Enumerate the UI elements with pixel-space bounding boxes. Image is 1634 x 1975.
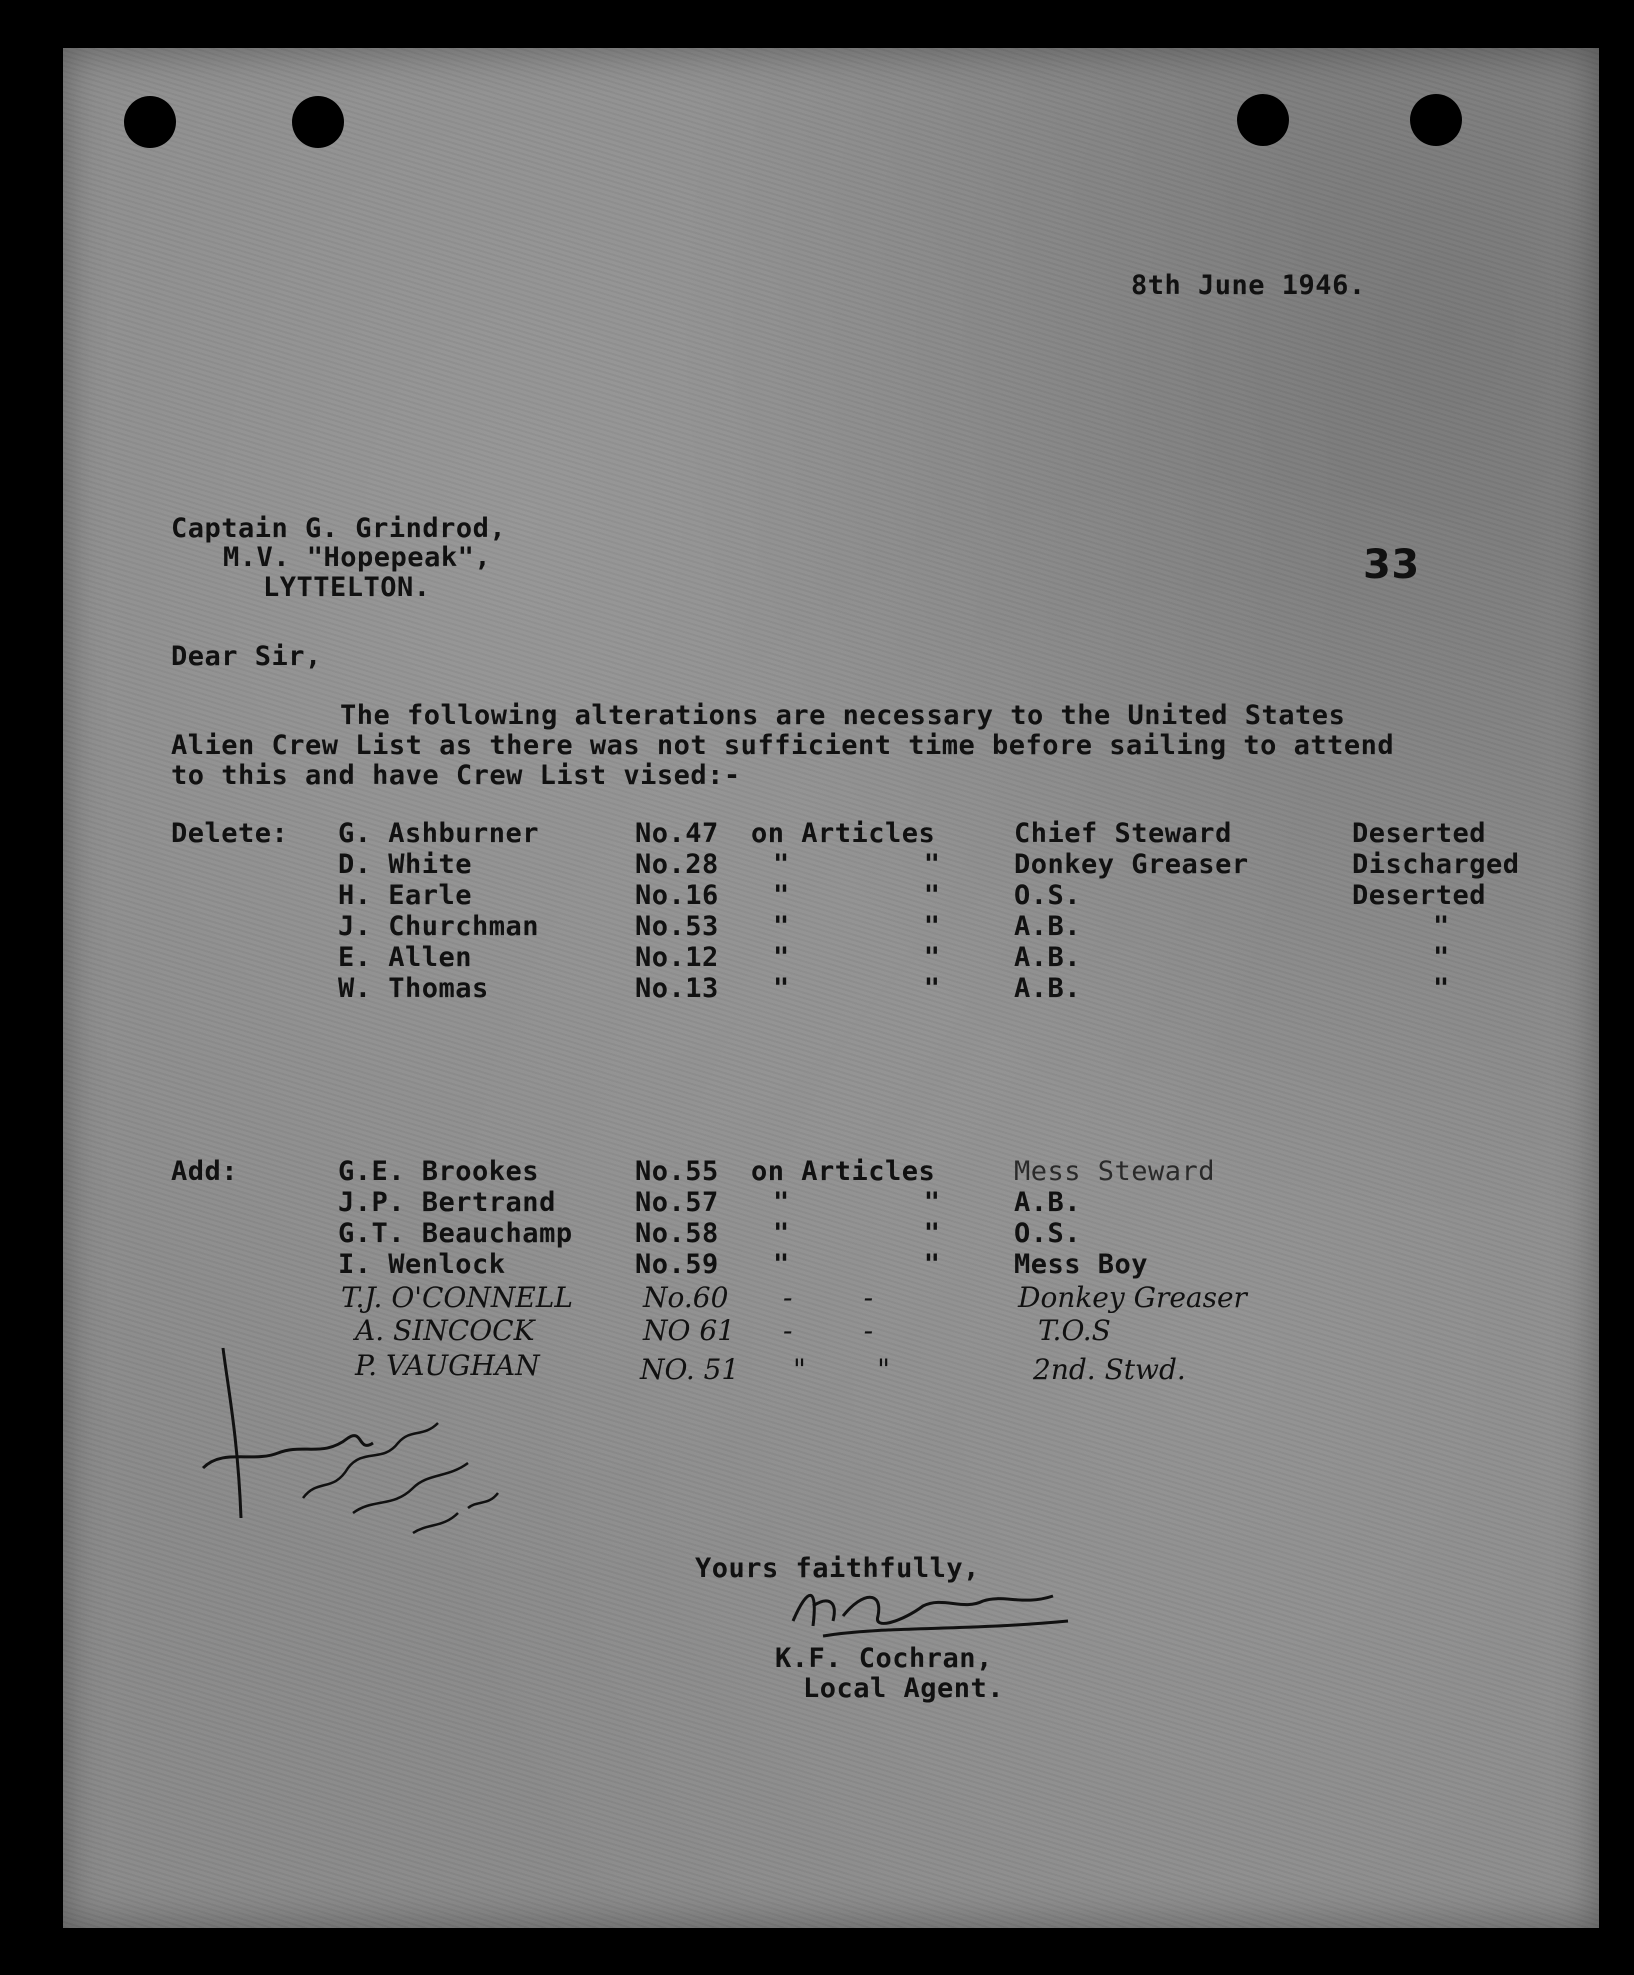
crew-number: No.58 — [635, 1218, 719, 1249]
crew-number: No.53 — [635, 911, 719, 942]
crew-articles: " " — [773, 1187, 941, 1218]
crew-name: T.J. O'CONNELL — [341, 1281, 573, 1314]
signer-title: Local Agent. — [803, 1673, 1005, 1704]
crew-name: P. VAUGHAN — [355, 1349, 540, 1382]
crew-rank: A.B. — [1014, 942, 1082, 973]
crew-rank: Mess Steward — [1014, 1156, 1216, 1187]
body-line-3: to this and have Crew List vised:- — [171, 760, 741, 791]
crew-rank: Chief Steward — [1014, 818, 1232, 849]
crew-number: No.12 — [635, 942, 719, 973]
recipient-line-3: LYTTELTON. — [263, 572, 431, 603]
signer-name: K.F. Cochran, — [775, 1643, 993, 1674]
crew-rank: Mess Boy — [1014, 1249, 1149, 1280]
crew-number: No.13 — [635, 973, 719, 1004]
crew-number: NO 61 — [643, 1314, 735, 1347]
punch-hole — [292, 96, 344, 148]
crew-rank: T.O.S — [1038, 1314, 1111, 1347]
crew-number: No.57 — [635, 1187, 719, 1218]
salutation: Dear Sir, — [171, 641, 322, 672]
crew-articles: " " — [793, 1353, 890, 1386]
crew-number: No.47 — [635, 818, 719, 849]
body-line-2: Alien Crew List as there was not sufficient time before sailing to attend — [171, 730, 1395, 761]
add-label: Add: — [171, 1156, 239, 1187]
crew-rank: A.B. — [1014, 911, 1082, 942]
crew-rank: Donkey Greaser — [1014, 849, 1249, 880]
crew-articles: " " — [773, 1249, 941, 1280]
recipient-line-1: Captain G. Grindrod, — [171, 513, 507, 544]
crew-name: G. Ashburner — [338, 818, 540, 849]
punch-hole — [1410, 94, 1462, 146]
crew-status: Discharged — [1352, 849, 1520, 880]
crew-rank: A.B. — [1014, 973, 1082, 1004]
crew-name: G.E. Brookes — [338, 1156, 540, 1187]
crew-name: G.T. Beauchamp — [338, 1218, 573, 1249]
crew-articles: " " — [773, 911, 941, 942]
punch-hole — [1237, 94, 1289, 146]
crew-number: No.28 — [635, 849, 719, 880]
crew-name: D. White — [338, 849, 473, 880]
crew-articles: " " — [773, 973, 941, 1004]
crew-status: " — [1433, 942, 1450, 973]
crew-rank: A.B. — [1014, 1187, 1082, 1218]
crew-name: H. Earle — [338, 880, 473, 911]
crew-articles: on Articles — [751, 1156, 936, 1187]
crew-name: J. Churchman — [338, 911, 540, 942]
letter-date: 8th June 1946. — [1131, 270, 1366, 301]
recipient-line-2: M.V. "Hopepeak", — [223, 542, 492, 573]
crew-rank: Donkey Greaser — [1018, 1281, 1247, 1314]
crew-status: " — [1433, 973, 1450, 1004]
crew-name: W. Thomas — [338, 973, 489, 1004]
delete-label: Delete: — [171, 818, 289, 849]
crew-status: " — [1433, 911, 1450, 942]
letter-sheet — [63, 48, 1599, 1928]
crew-number: No.59 — [635, 1249, 719, 1280]
crew-rank: 2nd. Stwd. — [1033, 1353, 1186, 1386]
crew-number: NO. 51 — [640, 1353, 740, 1386]
closing: Yours faithfully, — [695, 1553, 980, 1584]
crew-name: I. Wenlock — [338, 1249, 506, 1280]
crew-articles: - - — [783, 1281, 874, 1314]
crew-status: Deserted — [1352, 818, 1487, 849]
crew-number: No.60 — [643, 1281, 729, 1314]
crew-rank: O.S. — [1014, 1218, 1082, 1249]
crew-number: No.16 — [635, 880, 719, 911]
page-number: 33 — [1363, 542, 1420, 588]
crew-articles: " " — [773, 1218, 941, 1249]
punch-hole — [124, 96, 176, 148]
crew-articles: on Articles — [751, 818, 936, 849]
crew-articles: - - — [783, 1314, 874, 1347]
crew-name: A. SINCOCK — [355, 1314, 535, 1347]
crew-number: No.55 — [635, 1156, 719, 1187]
crew-articles: " " — [773, 942, 941, 973]
crew-name: E. Allen — [338, 942, 473, 973]
body-line-1: The following alterations are necessary to the United States — [340, 700, 1346, 731]
crew-articles: " " — [773, 880, 941, 911]
crew-name: J.P. Bertrand — [338, 1187, 556, 1218]
customs-endorsement-signature — [183, 1328, 523, 1548]
crew-articles: " " — [773, 849, 941, 880]
crew-status: Deserted — [1352, 880, 1487, 911]
agent-signature — [783, 1576, 1083, 1646]
crew-rank: O.S. — [1014, 880, 1082, 911]
